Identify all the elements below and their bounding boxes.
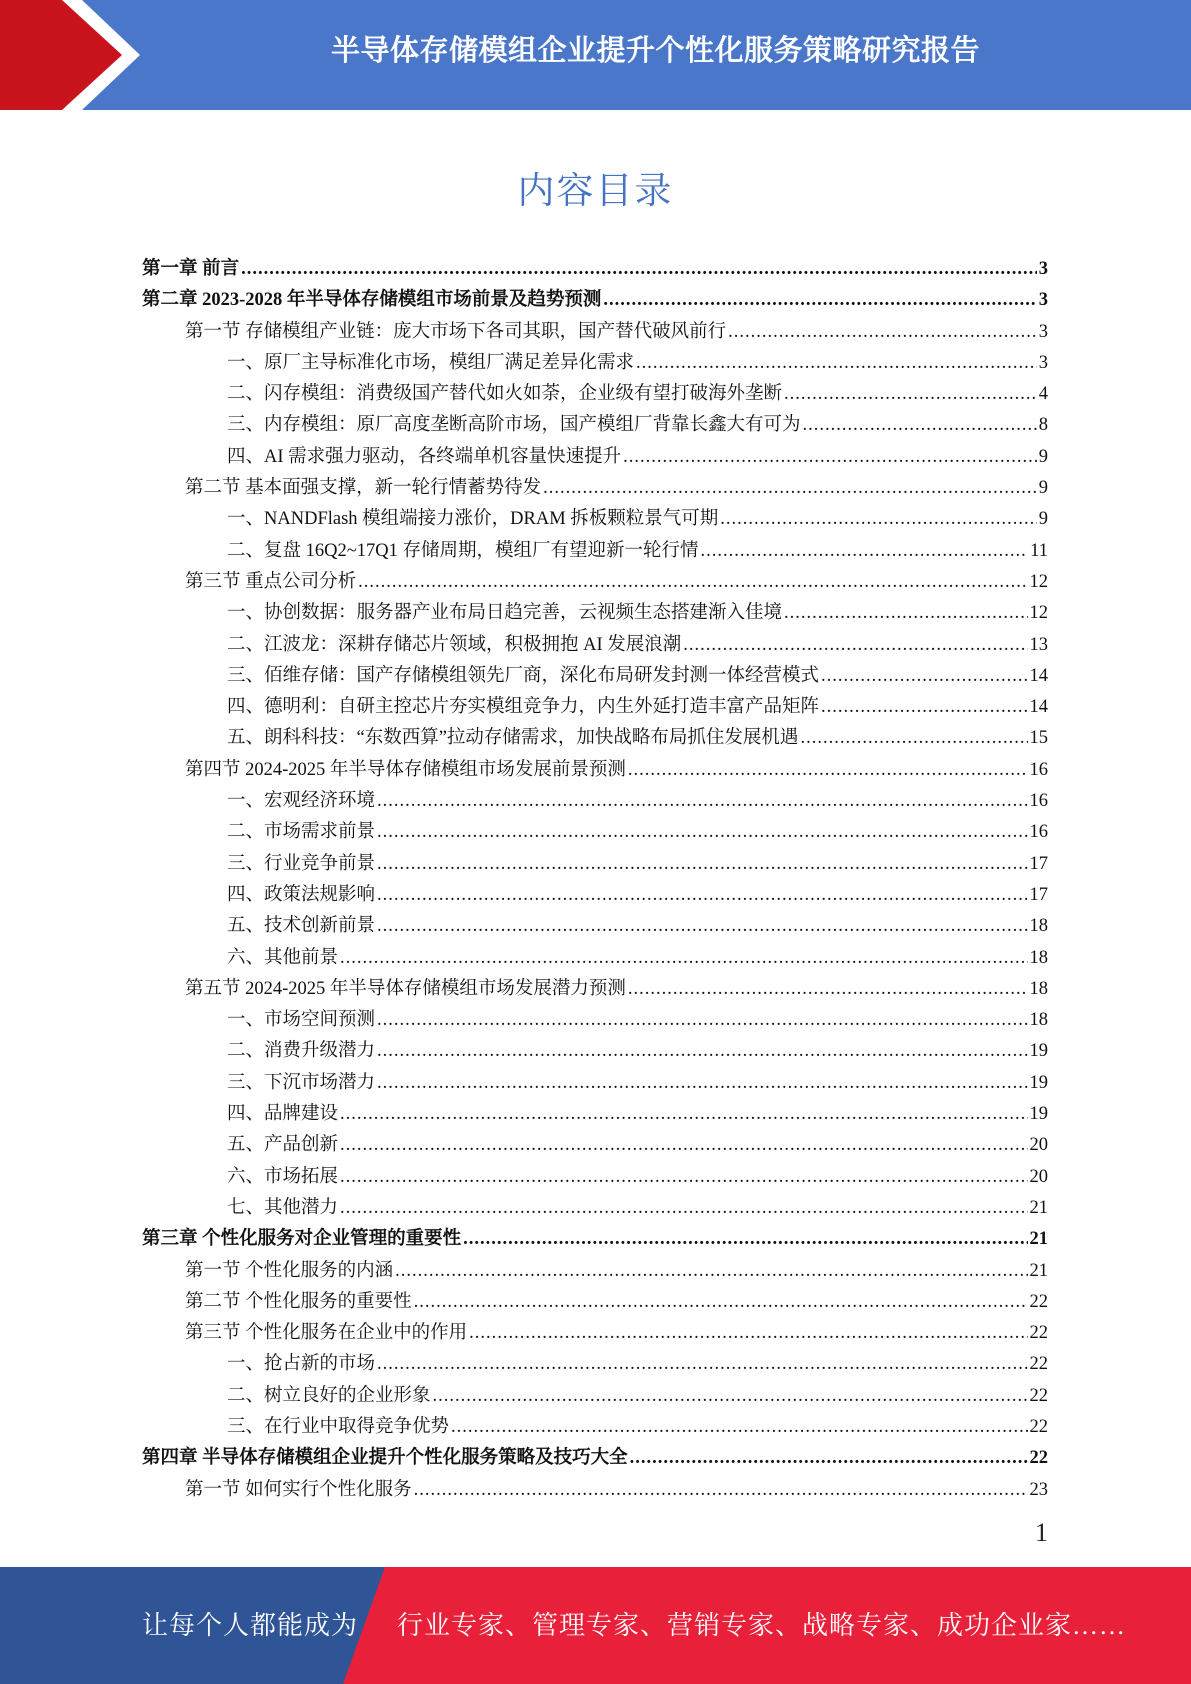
page-header [0, 0, 1191, 110]
toc-dot-leader [784, 598, 1027, 629]
toc-dot-leader [340, 1099, 1027, 1130]
toc-entry-text: 第三章 个性化服务对企业管理的重要性 [142, 1229, 462, 1250]
toc-entry[interactable] [142, 1068, 1048, 1099]
toc-entry[interactable] [142, 1443, 1048, 1474]
toc-entry[interactable] [142, 1193, 1048, 1224]
footer-slogan-right: 行业专家、管理专家、营销专家、战略专家、成功企业家…… [397, 1611, 1127, 1640]
toc-entry-text: 三、佰维存储：国产存储模组领先厂商，深化布局研发封测一体经营模式 [227, 665, 820, 686]
toc-dot-leader [241, 254, 1037, 285]
toc-entry-text: 第三节 个性化服务在企业中的作用 [185, 1323, 468, 1344]
toc-dot-leader [628, 755, 1028, 786]
toc-page-number: 3 [1038, 290, 1048, 311]
page-footer [0, 1567, 1191, 1684]
toc-entry[interactable] [142, 348, 1048, 379]
toc-entry-text: 第二章 2023-2028 年半导体存储模组市场前景及趋势预测 [142, 290, 602, 311]
toc-dot-leader [358, 567, 1027, 598]
toc-entry-text: 一、市场空间预测 [227, 1010, 376, 1031]
toc-page-number: 11 [1030, 540, 1048, 561]
toc-entry-text: 一、协创数据：服务器产业布局日趋完善，云视频生态搭建渐入佳境 [227, 603, 783, 624]
toc-dot-leader [821, 692, 1027, 723]
toc-page-number: 21 [1029, 1260, 1048, 1281]
toc-page-number: 23 [1029, 1479, 1048, 1500]
toc-dot-leader [340, 1162, 1027, 1193]
toc-entry[interactable] [142, 410, 1048, 441]
toc-entry[interactable] [142, 1475, 1048, 1506]
toc-entry-text: 第一节 个性化服务的内涵 [185, 1260, 394, 1281]
toc-page-number: 18 [1029, 916, 1048, 937]
toc-page-number: 16 [1029, 759, 1048, 780]
toc-entry-text: 二、树立良好的企业形象 [227, 1385, 431, 1406]
toc-dot-leader [340, 943, 1027, 974]
toc-page-number: 8 [1038, 415, 1048, 436]
toc-dot-leader [377, 880, 1027, 911]
toc-dot-leader [803, 410, 1037, 441]
toc-page-number: 19 [1029, 1104, 1048, 1125]
toc-dot-leader [463, 1224, 1027, 1255]
toc-dot-leader [414, 1475, 1028, 1506]
toc-entry[interactable] [142, 598, 1048, 629]
report-title: 半导体存储模组企业提升个性化服务策略研究报告 [330, 33, 980, 67]
toc-page-number: 18 [1029, 1010, 1048, 1031]
toc-entry-text: 四、品牌建设 [227, 1104, 339, 1125]
toc-entry-text: 第二节 基本面强支撑，新一轮行情蓄势待发 [185, 478, 542, 499]
toc-entry-text: 三、在行业中取得竞争优势 [227, 1416, 450, 1437]
toc-entry[interactable] [142, 1349, 1048, 1380]
toc-entry-text: 一、原厂主导标准化市场，模组厂满足差异化需求 [227, 352, 635, 373]
toc-page-number: 19 [1029, 1072, 1048, 1093]
toc-entry[interactable] [142, 1318, 1048, 1349]
toc-entry-text: 第五节 2024-2025 年半导体存储模组市场发展潜力预测 [185, 978, 626, 999]
toc-dot-leader [433, 1381, 1028, 1412]
toc-entry-text: 第三节 重点公司分析 [185, 571, 357, 592]
toc-page-number: 21 [1029, 1197, 1048, 1218]
toc-entry[interactable] [142, 285, 1048, 316]
toc-page-number: 17 [1029, 853, 1048, 874]
toc-entry[interactable] [142, 504, 1048, 535]
toc-dot-leader [630, 1443, 1028, 1474]
toc-entry[interactable] [142, 1005, 1048, 1036]
toc-dot-leader [469, 1318, 1027, 1349]
toc-entry-text: 二、闪存模组：消费级国产替代如火如荼，企业级有望打破海外垄断 [227, 384, 783, 405]
toc-dot-leader [728, 317, 1037, 348]
toc-page-number: 9 [1038, 446, 1048, 467]
toc-dot-leader [414, 1287, 1028, 1318]
toc-page-number: 3 [1038, 259, 1048, 279]
toc-page-number: 19 [1029, 1041, 1048, 1062]
toc-entry[interactable] [142, 974, 1048, 1005]
toc-entry[interactable] [142, 723, 1048, 754]
toc-entry[interactable] [142, 1099, 1048, 1130]
toc-dot-leader [628, 974, 1028, 1005]
toc-dot-leader [340, 1193, 1027, 1224]
toc-entry[interactable] [142, 1287, 1048, 1318]
toc-entry[interactable] [142, 1162, 1048, 1193]
toc-entry[interactable] [142, 1412, 1048, 1443]
toc-entry[interactable] [142, 473, 1048, 504]
toc-entry-text: 三、内存模组：原厂高度垄断高阶市场，国产模组厂背靠长鑫大有可为 [227, 415, 801, 436]
toc-dot-leader [683, 630, 1027, 661]
toc-entry-text: 四、德明利：自研主控芯片夯实模组竞争力，内生外延打造丰富产品矩阵 [227, 697, 820, 718]
toc-dot-leader [377, 1036, 1027, 1067]
toc-entry[interactable] [142, 379, 1048, 410]
toc-entry-text: 二、消费升级潜力 [227, 1041, 376, 1062]
toc-entry[interactable] [142, 943, 1048, 974]
toc-page-number: 22 [1029, 1385, 1048, 1406]
toc-entry-text: 二、复盘 16Q2~17Q1 存储周期，模组厂有望迎新一轮行情 [227, 540, 699, 561]
toc-page-number: 22 [1029, 1354, 1048, 1375]
toc-page-number: 13 [1029, 634, 1048, 655]
toc-entry-text: 三、下沉市场潜力 [227, 1072, 376, 1093]
toc-heading: 内容目录 [517, 169, 674, 212]
toc-page-number: 3 [1038, 321, 1048, 342]
toc-entry[interactable] [142, 849, 1048, 880]
toc-page-number: 9 [1038, 478, 1048, 499]
toc-page-number: 9 [1038, 509, 1048, 530]
toc-entry[interactable] [142, 786, 1048, 817]
toc-page-number: 20 [1029, 1166, 1048, 1187]
table-of-contents [142, 254, 1048, 1506]
toc-dot-leader [377, 1349, 1027, 1380]
toc-page-number: 12 [1029, 603, 1048, 624]
toc-entry[interactable] [142, 1381, 1048, 1412]
page-number: 1 [1035, 1518, 1048, 1547]
toc-entry[interactable] [142, 1130, 1048, 1161]
toc-entry-text: 第四章 半导体存储模组企业提升个性化服务策略及技巧大全 [142, 1448, 628, 1469]
toc-entry-text: 二、市场需求前景 [227, 822, 376, 843]
toc-entry[interactable] [142, 880, 1048, 911]
toc-page-number: 14 [1029, 665, 1048, 686]
toc-entry-text: 五、技术创新前景 [227, 916, 376, 937]
toc-page-number: 16 [1029, 822, 1048, 843]
toc-entry[interactable] [142, 536, 1048, 567]
toc-dot-leader [377, 817, 1027, 848]
toc-page-number: 12 [1029, 571, 1048, 592]
toc-entry-text: 二、江波龙：深耕存储芯片领域，积极拥抱 AI 发展浪潮 [227, 634, 682, 655]
toc-dot-leader [377, 1005, 1027, 1036]
toc-page-number: 16 [1029, 791, 1048, 812]
toc-entry[interactable] [142, 1256, 1048, 1287]
toc-page-number: 22 [1029, 1323, 1048, 1344]
toc-dot-leader [543, 473, 1037, 504]
toc-entry-text: 一、抢占新的市场 [227, 1354, 376, 1375]
toc-dot-leader [636, 348, 1037, 379]
toc-entry-text: 第二节 个性化服务的重要性 [185, 1291, 412, 1312]
toc-page-number: 18 [1029, 978, 1048, 999]
toc-dot-leader [340, 1130, 1027, 1161]
toc-page-number: 18 [1029, 947, 1048, 968]
toc-page-number: 4 [1038, 384, 1048, 405]
toc-entry-text: 第四节 2024-2025 年半导体存储模组市场发展前景预测 [185, 759, 626, 780]
toc-dot-leader [821, 661, 1027, 692]
toc-entry-text: 六、市场拓展 [227, 1166, 339, 1187]
toc-page-number: 21 [1029, 1229, 1048, 1250]
toc-entry-text: 四、政策法规影响 [227, 884, 376, 905]
toc-page-number: 15 [1029, 728, 1048, 749]
toc-dot-leader [700, 536, 1028, 567]
toc-dot-leader [800, 723, 1027, 754]
toc-entry-text: 五、产品创新 [227, 1135, 339, 1156]
toc-entry-text: 六、其他前景 [227, 947, 339, 968]
toc-page-number: 14 [1029, 697, 1048, 718]
toc-entry-text: 一、NANDFlash 模组端接力涨价，DRAM 拆板颗粒景气可期 [227, 509, 719, 530]
toc-entry-text: 四、AI 需求强力驱动，各终端单机容量快速提升 [227, 446, 622, 467]
toc-entry[interactable] [142, 661, 1048, 692]
toc-page-number: 22 [1029, 1291, 1048, 1312]
toc-entry[interactable] [142, 1224, 1048, 1255]
header-arrow-decoration [0, 0, 160, 110]
toc-dot-leader [623, 442, 1037, 473]
toc-dot-leader [451, 1412, 1027, 1443]
toc-entry[interactable] [142, 911, 1048, 942]
toc-dot-leader [784, 379, 1037, 410]
toc-dot-leader [603, 285, 1036, 316]
toc-entry-text: 一、宏观经济环境 [227, 791, 376, 812]
toc-entry[interactable] [142, 692, 1048, 723]
toc-entry[interactable] [142, 630, 1048, 661]
toc-dot-leader [377, 911, 1027, 942]
toc-entry-text: 第一节 存储模组产业链：庞大市场下各司其职，国产替代破风前行 [185, 321, 727, 342]
toc-dot-leader [377, 786, 1027, 817]
toc-dot-leader [720, 504, 1036, 535]
footer-slogan-left: 让每个人都能成为 [142, 1611, 359, 1640]
toc-entry[interactable] [142, 1036, 1048, 1067]
toc-entry[interactable] [142, 817, 1048, 848]
toc-dot-leader [395, 1256, 1027, 1287]
toc-entry-text: 第一节 如何实行个性化服务 [185, 1479, 412, 1500]
toc-entry[interactable] [142, 755, 1048, 786]
toc-entry[interactable] [142, 442, 1048, 473]
toc-page-number: 17 [1029, 884, 1048, 905]
toc-entry-text: 七、其他潜力 [227, 1197, 339, 1218]
toc-entry[interactable] [142, 317, 1048, 348]
toc-entry-text: 五、朗科科技：“东数西算”拉动存储需求，加快战略布局抓住发展机遇 [227, 728, 799, 749]
toc-dot-leader [377, 1068, 1027, 1099]
toc-page-number: 22 [1029, 1416, 1048, 1437]
toc-page-number: 3 [1038, 352, 1048, 373]
toc-entry-text: 三、行业竞争前景 [227, 853, 376, 874]
toc-entry[interactable] [142, 254, 1048, 285]
toc-dot-leader [377, 849, 1027, 880]
toc-page-number: 20 [1029, 1135, 1048, 1156]
toc-page-number: 22 [1029, 1448, 1048, 1469]
toc-entry-text: 第一章 前言 [142, 259, 240, 279]
toc-entry[interactable] [142, 567, 1048, 598]
